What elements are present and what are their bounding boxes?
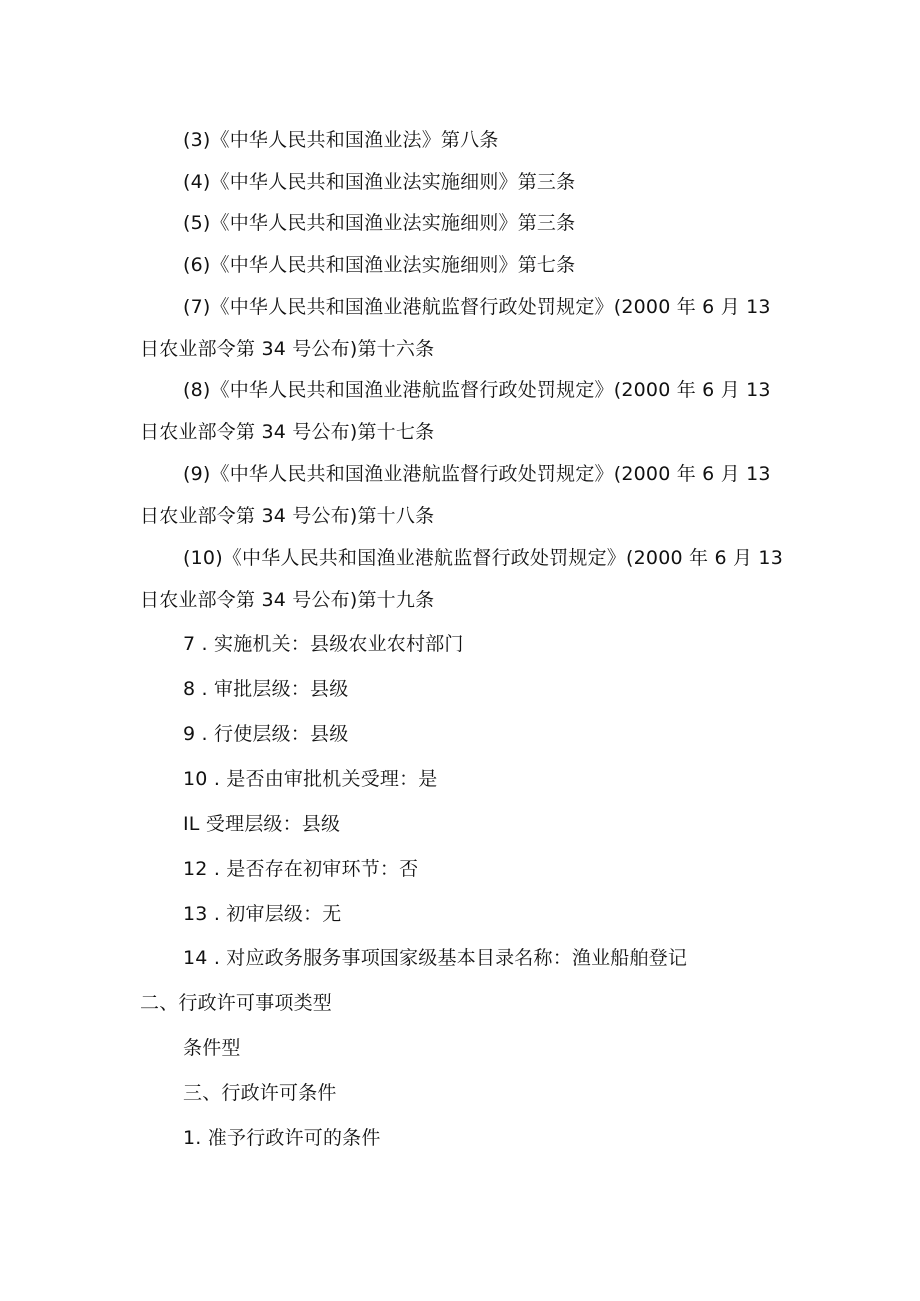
item-12-preliminary-review: 12 . 是否存在初审环节：否 bbox=[183, 858, 419, 880]
section-3-heading: 三、行政许可条件 bbox=[183, 1082, 337, 1104]
section-2-heading: 二、行政许可事项类型 bbox=[140, 992, 333, 1014]
item-9-exercise-level: 9 . 行使层级：县级 bbox=[183, 723, 349, 745]
citation-4: (4)《中华人民共和国渔业法实施细则》第三条 bbox=[183, 171, 576, 193]
citation-10-continuation: 日农业部令第 34 号公布)第十九条 bbox=[140, 589, 435, 611]
section-2-body: 条件型 bbox=[183, 1037, 241, 1059]
citation-8-continuation: 日农业部令第 34 号公布)第十七条 bbox=[140, 421, 435, 443]
item-8-approval-level: 8 . 审批层级：县级 bbox=[183, 678, 349, 700]
citation-6: (6)《中华人民共和国渔业法实施细则》第七条 bbox=[183, 254, 576, 276]
section-3-subheading-1: 1. 准予行政许可的条件 bbox=[183, 1127, 381, 1149]
citation-7-continuation: 日农业部令第 34 号公布)第十六条 bbox=[140, 338, 435, 360]
item-10-accepted-by-approver: 10 . 是否由审批机关受理：是 bbox=[183, 768, 438, 790]
citation-10: (10)《中华人民共和国渔业港航监督行政处罚规定》(2000 年 6 月 13 bbox=[183, 547, 783, 569]
citation-8: (8)《中华人民共和国渔业港航监督行政处罚规定》(2000 年 6 月 13 bbox=[183, 379, 771, 401]
citation-3: (3)《中华人民共和国渔业法》第八条 bbox=[183, 129, 499, 151]
citation-9: (9)《中华人民共和国渔业港航监督行政处罚规定》(2000 年 6 月 13 bbox=[183, 463, 771, 485]
citation-5: (5)《中华人民共和国渔业法实施细则》第三条 bbox=[183, 212, 576, 234]
citation-9-continuation: 日农业部令第 34 号公布)第十八条 bbox=[140, 505, 435, 527]
citation-7: (7)《中华人民共和国渔业港航监督行政处罚规定》(2000 年 6 月 13 bbox=[183, 296, 771, 318]
item-7-implementing-agency: 7 . 实施机关：县级农业农村部门 bbox=[183, 633, 464, 655]
item-13-preliminary-level: 13 . 初审层级：无 bbox=[183, 903, 342, 925]
item-14-catalog-name: 14 . 对应政务服务事项国家级基本目录名称：渔业船舶登记 bbox=[183, 947, 688, 969]
item-11-acceptance-level: IL 受理层级：县级 bbox=[183, 813, 341, 835]
